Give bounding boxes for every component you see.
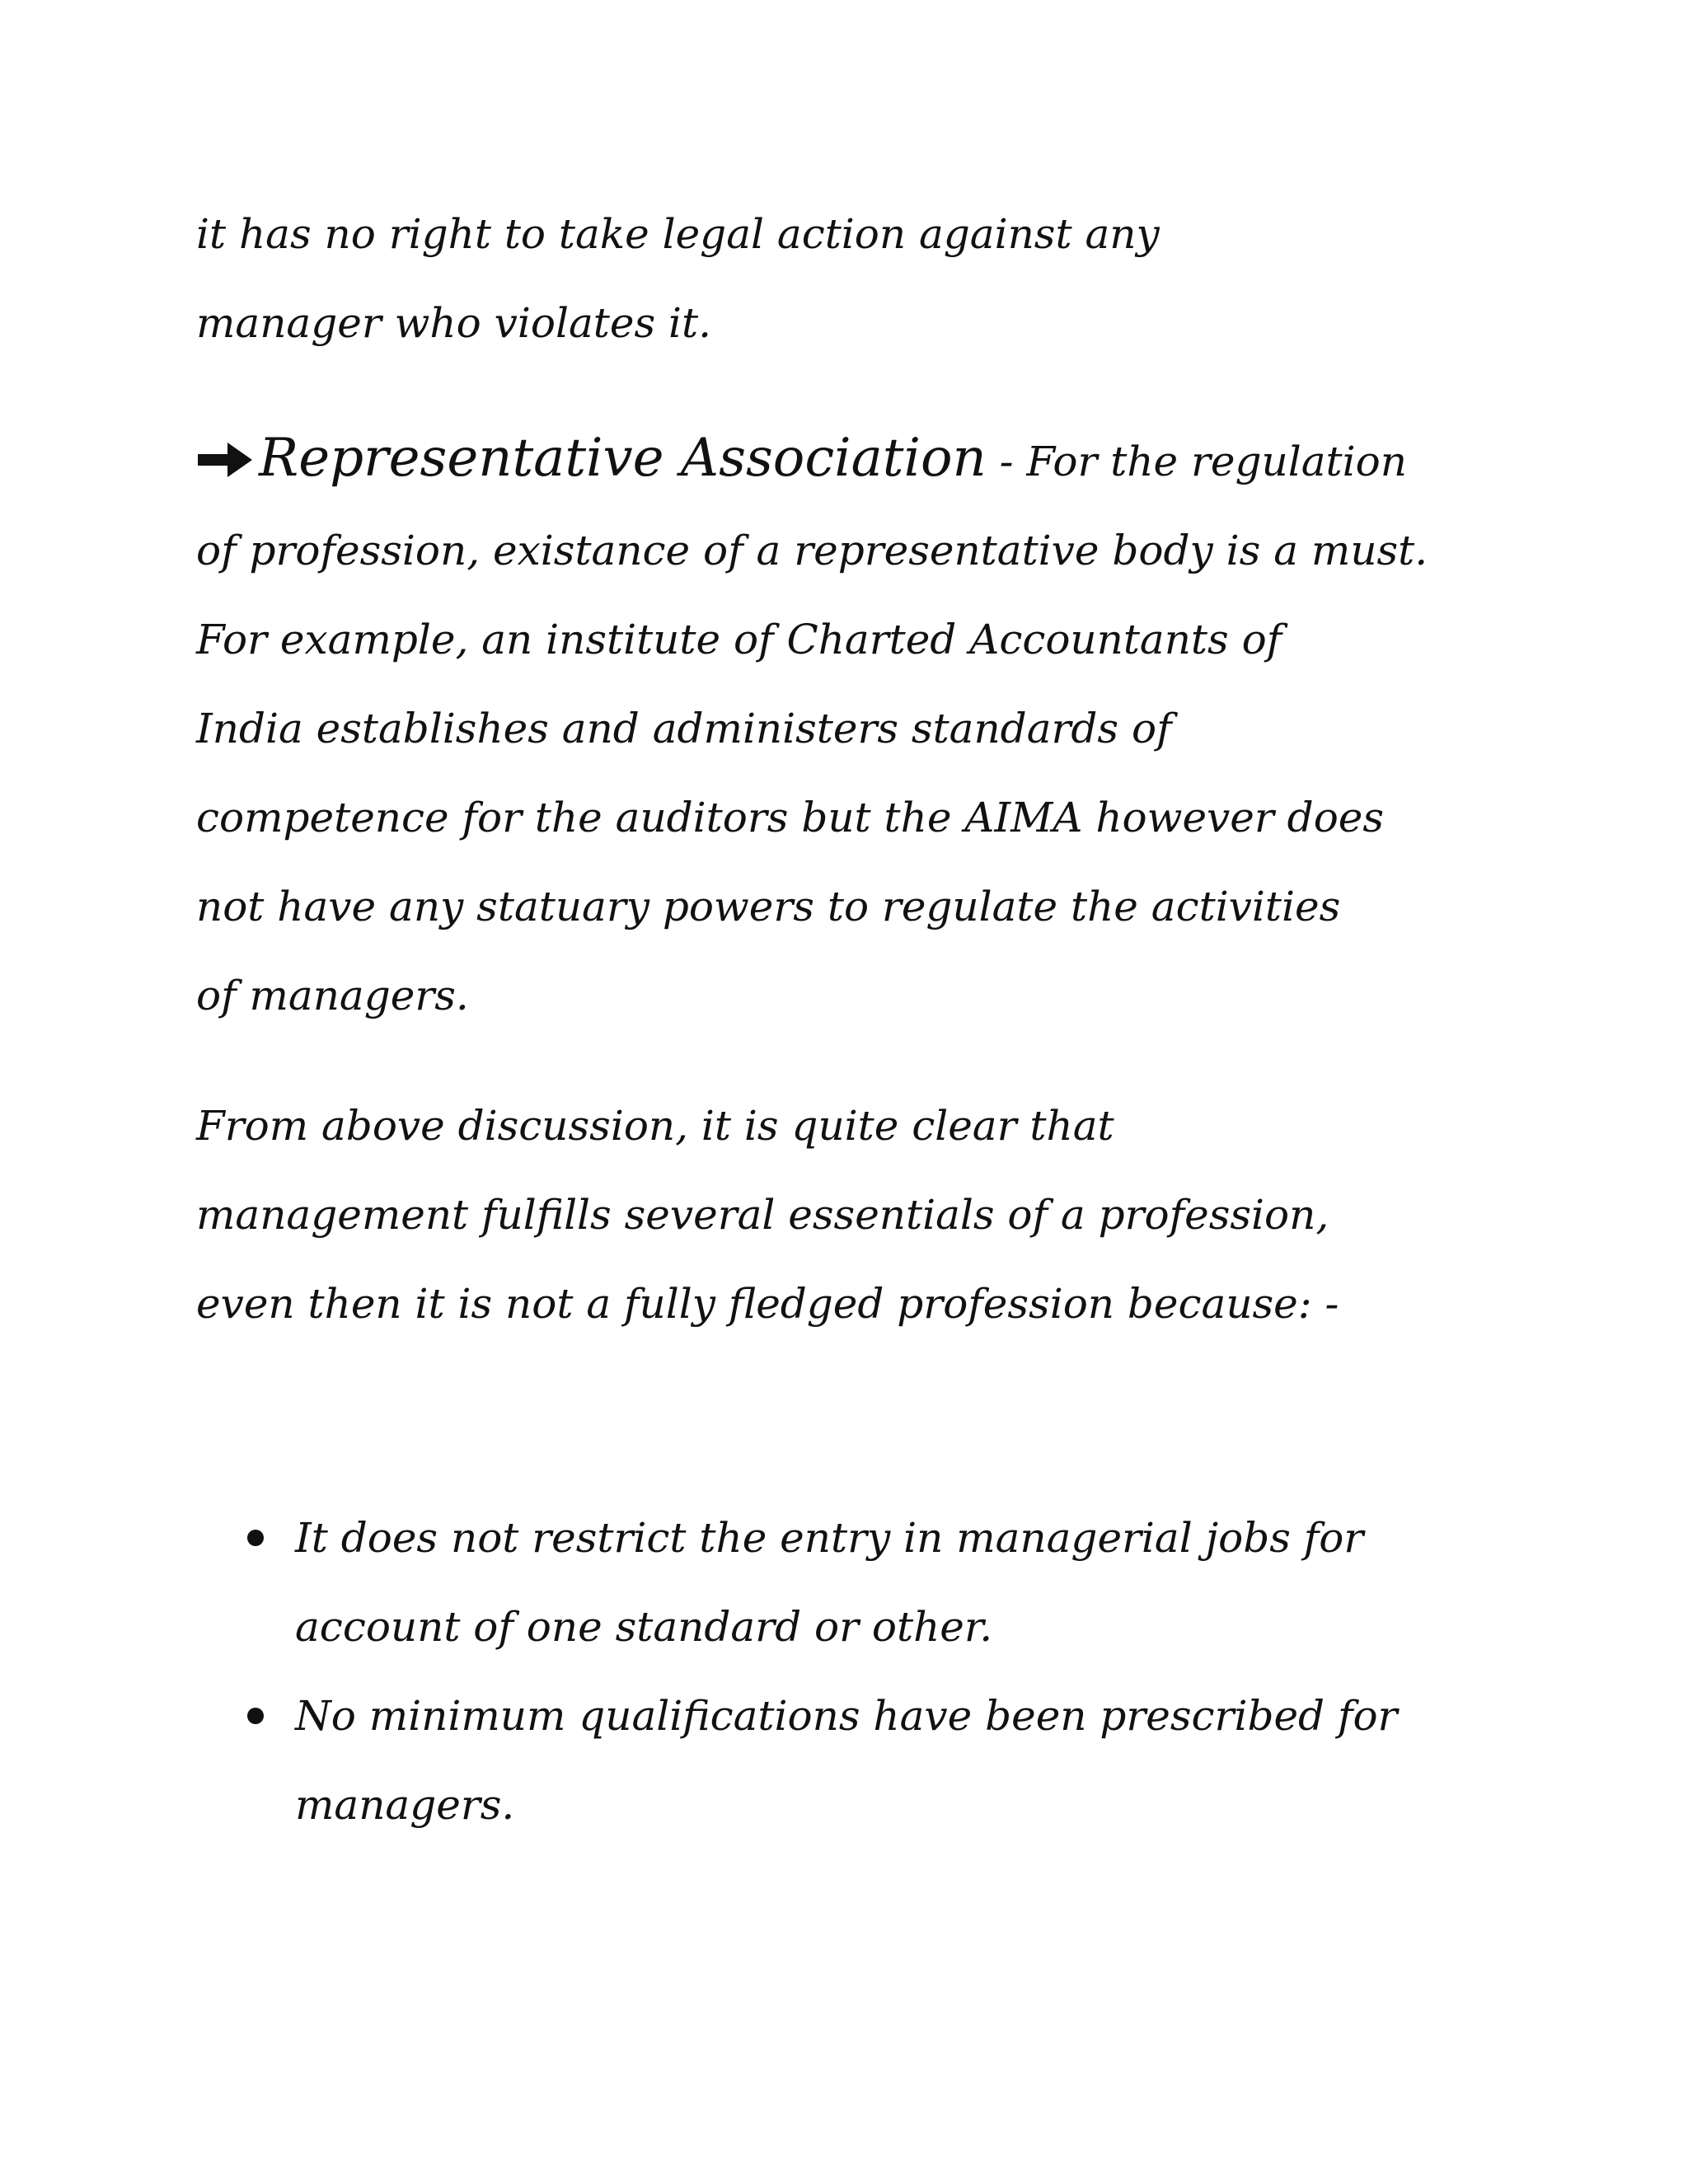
list-item-text: No minimum qualifications have been prescribed for managers. [295, 1692, 1398, 1829]
reasons-bullet-list [247, 1493, 1500, 1849]
bullet-icon [247, 1530, 264, 1546]
list-item [247, 1671, 1500, 1849]
list-item-text: It does not restrict the entry in managerial jobs for account of one standard or other. [295, 1514, 1364, 1651]
representative-association-body: - For the regulation of profession, existance of a representative body is a must. For example, an institute of Charted Accountants of India establishes and administers standards of competence for the auditors but the AIMA however does not have any statuary powers to regulate the activities of managers. [196, 438, 1428, 1019]
conclusion-paragraph: From above discussion, it is quite clear that management fulfills several essentials of a profession, even then it is not a fully fledged profession because: - [196, 1102, 1339, 1328]
intro-paragraph: it has no right to take legal action against any manager who violates it. [196, 210, 1160, 347]
bullet-icon [247, 1708, 264, 1724]
section-heading-title: Representative Association [259, 428, 987, 489]
right-arrow-icon [196, 441, 254, 479]
section-heading [196, 428, 987, 489]
list-item [247, 1493, 1500, 1671]
representative-association-paragraph [196, 414, 1482, 1040]
